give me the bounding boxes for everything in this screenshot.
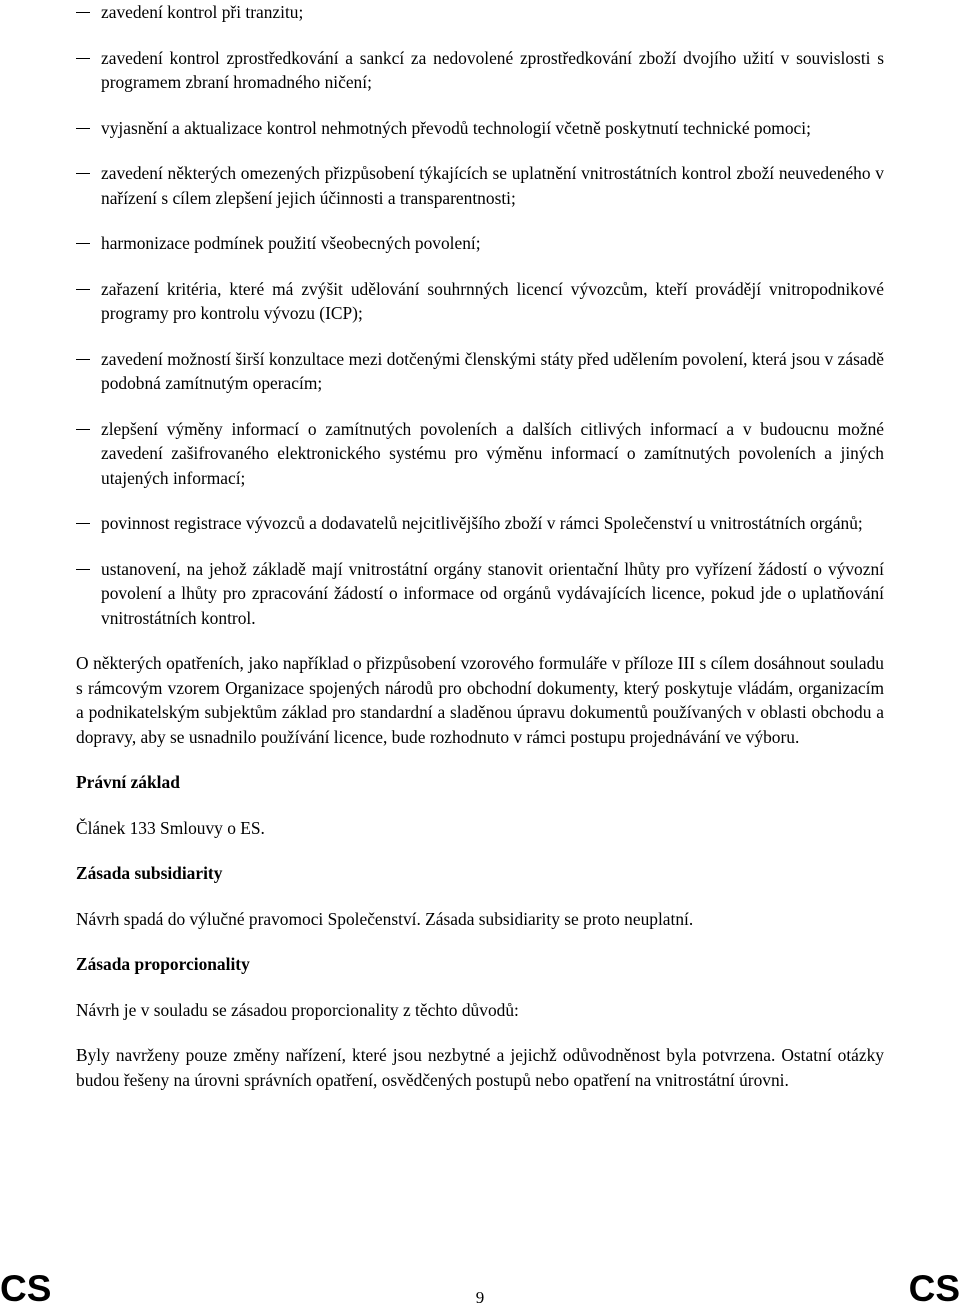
document-page [76,0,884,1113]
committee-procedure-paragraph: O některých opatřeních, jako například o přizpůsobení vzorového formuláře v příloze III s cílem dosáhnout souladu s rámcovým vzorem Organizace spojených národů pro obchodní dokumenty, který poskytuje vládám, organizacím a podnikatelským subjektům základ pro standardní a sladěnou úpravu dokumentů používaných v oblasti obchodu a dopravy, aby se usnadnilo používání licence, bude rozhodnuto v rámci postupu projednávání ve výboru. [76,653,884,747]
dash-bullet-icon [76,359,90,360]
dash-bullet-icon [76,289,90,290]
list-item: zavedení možností širší konzultace mezi dotčenými členskými státy před udělením povolení, která jsou v zásadě podobná zamítnutým operacím; [76,347,884,396]
footer-language-code-right: CS [908,1268,960,1309]
list-item: zavedení kontrol při tranzitu; [76,0,884,25]
list-item: harmonizace podmínek použití všeobecných povolení; [76,231,884,256]
proportionality-text-2: Byly navrženy pouze změny nařízení, které jsou nezbytné a jejichž odůvodněnost byla potvrzena. Ostatní otázky budou řešeny na úrovni správních opatření, osvědčených postupů nebo opatření na vnitrostátní úrovni. [76,1045,884,1090]
list-item: zavedení některých omezených přizpůsobení týkajících se uplatnění vnitrostátních kontrol zboží neuvedeného v nařízení s cílem zlepšení jejich účinnosti a transparentnosti; [76,161,884,210]
dash-bullet-icon [76,58,90,59]
dash-bullet-icon [76,243,90,244]
dash-bullet-icon [76,569,90,570]
dash-bullet-icon [76,128,90,129]
subsidiarity-heading: Zásada subsidiarity [76,863,223,883]
dash-bullet-icon [76,173,90,174]
dash-bullet-icon [76,12,90,13]
page-number: 9 [475,1288,485,1307]
list-item: zlepšení výměny informací o zamítnutých povoleních a dalších citlivých informací a v budoucnu možné zavedení zašifrovaného elektronického systému pro výměnu informací o zamítnutých povoleních a jiných utajených informací; [76,417,884,491]
list-item: povinnost registrace vývozců a dodavatelů nejcitlivějšího zboží v rámci Společenství u vnitrostátních orgánů; [76,511,884,536]
list-item: vyjasnění a aktualizace kontrol nehmotných převodů technologií včetně poskytnutí technické pomoci; [76,116,884,141]
footer-language-code-left: CS [0,1268,52,1309]
legal-basis-heading: Právní základ [76,772,180,792]
proportionality-heading: Zásada proporcionality [76,954,250,974]
list-item: zařazení kritéria, které má zvýšit udělování souhrnných licencí vývozcům, kteří provádějí vnitropodnikové programy pro kontrolu vývozu (ICP); [76,277,884,326]
proportionality-text-1: Návrh je v souladu se zásadou proporcionality z těchto důvodů: [76,999,519,1020]
subsidiarity-text: Návrh spadá do výlučné pravomoci Společenství. Zásada subsidiarity se proto neuplatní. [76,908,694,929]
measures-list [76,0,884,630]
legal-basis-text: Článek 133 Smlouvy o ES. [76,817,265,838]
list-item: ustanovení, na jehož základě mají vnitrostátní orgány stanovit orientační lhůty pro vyřízení žádostí o vývozní povolení a lhůty pro zpracování žádostí o informace od orgánů vydávajících licence, pokud jde o uplatňování vnitrostátních kontrol. [76,557,884,631]
dash-bullet-icon [76,523,90,524]
dash-bullet-icon [76,429,90,430]
list-item: zavedení kontrol zprostředkování a sankcí za nedovolené zprostředkování zboží dvojího užití v souvislosti s programem zbraní hromadného ničení; [76,46,884,95]
